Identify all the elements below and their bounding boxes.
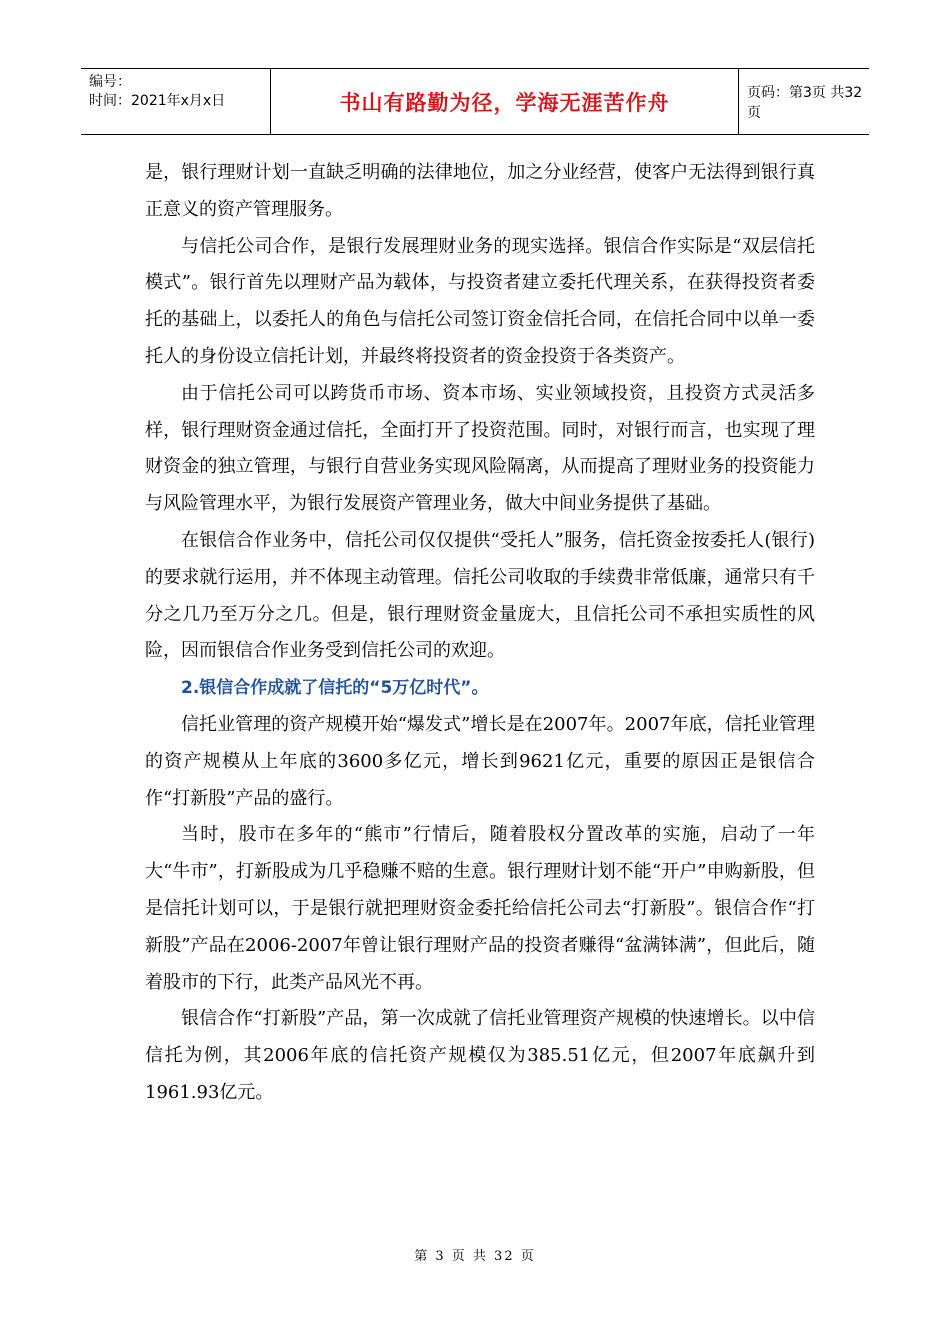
paragraph: 信托业管理的资产规模开始“爆发式”增长是在2007年。2007年底，信托业管理的资产规模从上年底的3600多亿元，增长到9621亿元，重要的原因正是银信合作“打新股”产品的盛行。 <box>145 713 815 809</box>
page-header <box>81 68 869 135</box>
section-heading: 2.银信合作成就了信托的“5万亿时代”。 <box>181 678 489 699</box>
page-footer: 第 3 页 共 32 页 <box>414 1249 536 1264</box>
document-number-label: 编号： <box>89 74 131 90</box>
paragraph: 当时，股市在多年的“熊市”行情后，随着股权分置改革的实施，启动了一年大“牛市”，打新股成为几乎稳赚不赔的生意。银行理财计划不能“开户”申购新股，但是信托计划可以，于是银行就把理财资金委托给信托公司去“打新股”。银信合作“打新股”产品在2006-2007年曾让银行理财产品的投资者赚得“盆满钵满”，但此后，随着股市的下行，此类产品风光不再。 <box>145 824 815 993</box>
document-body <box>145 155 815 1112</box>
paragraph: 是，银行理财计划一直缺乏明确的法律地位，加之分业经营，使客户无法得到银行真正意义的资产管理服务。 <box>145 162 815 220</box>
paragraph: 由于信托公司可以跨货币市场、资本市场、实业领域投资，且投资方式灵活多样，银行理财资金通过信托，全面打开了投资范围。同时，对银行而言，也实现了理财资金的独立管理，与银行自营业务实现风险隔离，从而提高了理财业务的投资能力与风险管理水平，为银行发展资产管理业务，做大中间业务提供了基础。 <box>145 382 815 515</box>
header-page-info: 页码：第3页 共32页 <box>747 84 863 121</box>
paragraph: 银信合作“打新股”产品，第一次成就了信托业管理资产规模的快速增长。以中信信托为例，其2006年底的信托资产规模仅为385.51亿元，但2007年底飙升到1961.93亿元。 <box>145 1008 815 1103</box>
header-motto: 书山有路勤为径，学海无涯苦作舟 <box>271 69 739 134</box>
document-date: 时间：2021年x月x日 <box>89 93 226 109</box>
header-meta <box>81 69 271 134</box>
paragraph: 在银信合作业务中，信托公司仅仅提供“受托人”服务，信托资金按委托人(银行)的要求就行运用，并不体现主动管理。信托公司收取的手续费非常低廉，通常只有千分之几乃至万分之几。但是，银行理财资金量庞大，且信托公司不承担实质性的风险，因而银信合作业务受到信托公司的欢迎。 <box>145 529 815 662</box>
paragraph: 与信托公司合作，是银行发展理财业务的现实选择。银信合作实际是“双层信托模式”。银行首先以理财产品为载体，与投资者建立委托代理关系，在获得投资者委托的基础上，以委托人的角色与信托公司签订资金信托合同，在信托合同中以单一委托人的身份设立信托计划，并最终将投资者的资金投资于各类资产。 <box>145 235 815 367</box>
